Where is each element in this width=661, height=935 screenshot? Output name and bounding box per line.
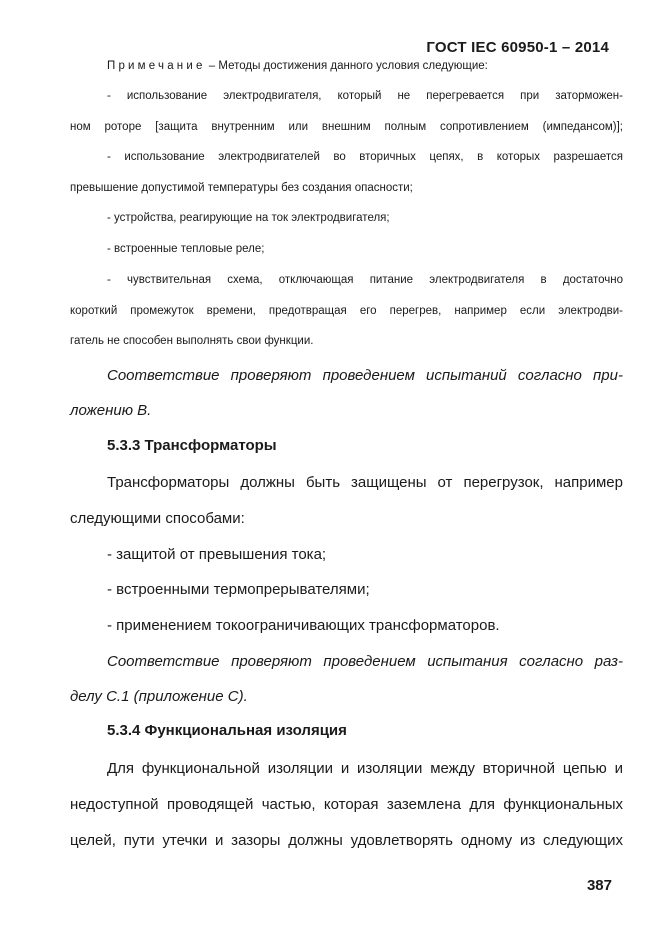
note-line-6: - встроенные тепловые реле; — [107, 243, 265, 255]
section-533-compliance-line-1: Соответствие проверяют проведением испытания согласно раз- — [107, 653, 623, 670]
page-number: 387 — [586, 877, 612, 894]
note-label: Примечание — [107, 60, 206, 72]
section-533-para-line-2: следующими способами: — [70, 510, 245, 527]
section-534-para-line-2: недоступной проводящей частью, которая заземлена для функциональных — [70, 796, 623, 813]
section-533-compliance-line-2: делу С.1 (приложение С). — [70, 688, 248, 705]
note-intro — [70, 59, 623, 73]
note-line-7: - чувствительная схема, отключающая питание электродвигателя в достаточно — [107, 274, 623, 286]
section-534-para-line-1: Для функциональной изоляции и изоляции между вторичной цепью и — [107, 760, 623, 777]
note-line-1: - использование электродвигателя, который не перегревается при заторможен- — [107, 90, 623, 102]
note-line-2: ном роторе [защита внутренним или внешним полным сопротивлением (импедансом)]; — [70, 121, 623, 133]
compliance-1-line-1: Соответствие проверяют проведением испытаний согласно при- — [107, 367, 623, 384]
section-533-para-line-1: Трансформаторы должны быть защищены от перегрузок, например — [107, 474, 623, 491]
section-534-para-line-3: целей, пути утечки и зазоры должны удовлетворять одному из следующих — [70, 832, 623, 849]
note-line-8: короткий промежуток времени, предотвращая его перегрев, например если электродви- — [70, 305, 623, 317]
note-line-4: превышение допустимой температуры без создания опасности; — [70, 182, 413, 194]
compliance-1-line-2: ложению B. — [70, 402, 152, 419]
section-533-item-3: - применением токоограничивающих трансформаторов. — [107, 617, 500, 634]
section-533-item-2: - встроенными термопрерывателями; — [107, 581, 370, 598]
note-line-5: - устройства, реагирующие на ток электродвигателя; — [107, 212, 390, 224]
section-533-item-1: - защитой от превышения тока; — [107, 546, 327, 563]
section-533-heading: 5.3.3 Трансформаторы — [107, 437, 277, 454]
note-line-9: гатель не способен выполнять свои функции. — [70, 335, 314, 347]
note-intro-text: – Методы достижения данного условия следующие: — [205, 60, 488, 72]
document-header: ГОСТ IEC 60950-1 – 2014 — [426, 39, 609, 56]
section-534-heading: 5.3.4 Функциональная изоляция — [107, 722, 347, 739]
note-line-3: - использование электродвигателей во вторичных цепях, в которых разрешается — [107, 151, 623, 163]
